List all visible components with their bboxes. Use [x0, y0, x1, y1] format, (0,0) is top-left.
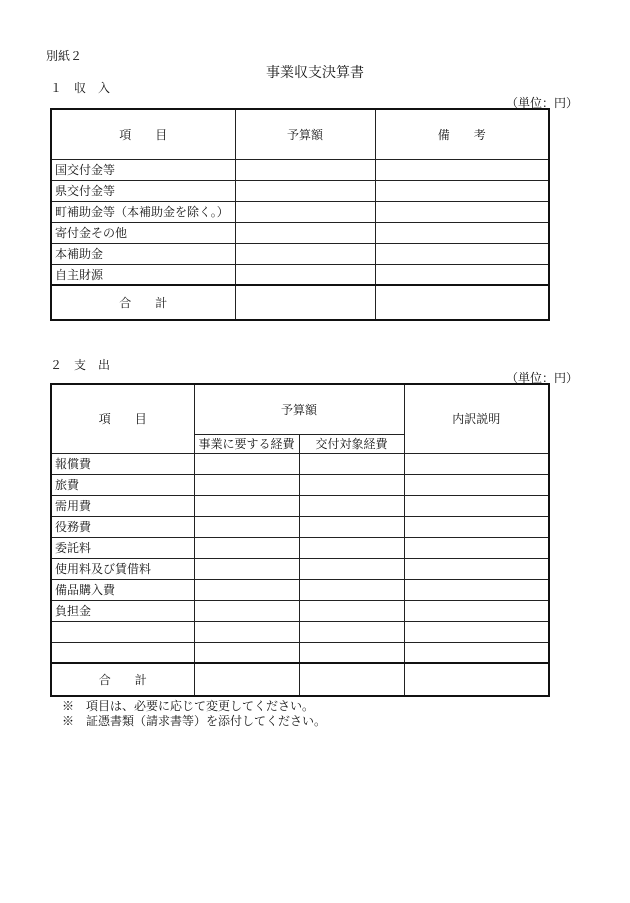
income-row [51, 159, 549, 180]
expense-row-eligible-cell[interactable] [299, 495, 404, 516]
expense-row-label: 負担金 [51, 600, 194, 621]
expense-total-eligible-cell[interactable] [299, 663, 404, 696]
document-title: 事業収支決算書 [266, 65, 364, 81]
expense-row-required-cell[interactable] [194, 621, 299, 642]
expense-row-eligible-cell[interactable] [299, 474, 404, 495]
expense-header-item: 項 目 [51, 384, 194, 453]
expense-row [51, 453, 549, 474]
expense-section-label: ２ 支 出 [50, 358, 111, 372]
expense-total-explanation-cell[interactable] [404, 663, 549, 696]
expense-row-required-cell[interactable] [194, 537, 299, 558]
expense-header-explanation: 内訳説明 [404, 384, 549, 453]
expense-row-required-cell[interactable] [194, 558, 299, 579]
expense-row-required-cell[interactable] [194, 516, 299, 537]
expense-row-eligible-cell[interactable] [299, 621, 404, 642]
expense-row [51, 537, 549, 558]
expense-row-required-cell[interactable] [194, 600, 299, 621]
expense-row-required-cell[interactable] [194, 474, 299, 495]
expense-row-label: 需用費 [51, 495, 194, 516]
income-table [50, 108, 550, 321]
expense-row [51, 495, 549, 516]
expense-row-eligible-cell[interactable] [299, 579, 404, 600]
income-row [51, 180, 549, 201]
income-header-budget: 予算額 [235, 109, 375, 159]
income-row-budget-cell[interactable] [235, 264, 375, 285]
expense-row [51, 516, 549, 537]
income-row-remarks-cell[interactable] [375, 159, 549, 180]
income-row-remarks-cell[interactable] [375, 264, 549, 285]
expense-total-label: 合 計 [51, 663, 194, 696]
income-row-remarks-cell[interactable] [375, 222, 549, 243]
expense-row [51, 621, 549, 642]
income-total-budget-cell[interactable] [235, 285, 375, 320]
income-header-item: 項 目 [51, 109, 235, 159]
expense-table [50, 383, 550, 697]
expense-row-eligible-cell[interactable] [299, 516, 404, 537]
expense-row [51, 642, 549, 663]
annex-label: 別紙２ [46, 49, 83, 63]
expense-row-explanation-cell[interactable] [404, 537, 549, 558]
income-row-budget-cell[interactable] [235, 159, 375, 180]
expense-row-label: 備品購入費 [51, 579, 194, 600]
expense-row-explanation-cell[interactable] [404, 453, 549, 474]
expense-rows [51, 453, 549, 663]
income-row-remarks-cell[interactable] [375, 243, 549, 264]
expense-row [51, 558, 549, 579]
income-row-budget-cell[interactable] [235, 222, 375, 243]
income-row-remarks-cell[interactable] [375, 201, 549, 222]
expense-row-explanation-cell[interactable] [404, 474, 549, 495]
expense-row-eligible-cell[interactable] [299, 537, 404, 558]
income-unit-label: （単位：円） [505, 96, 578, 110]
income-row-budget-cell[interactable] [235, 201, 375, 222]
expense-row-label [51, 642, 194, 663]
income-row-budget-cell[interactable] [235, 243, 375, 264]
income-row [51, 222, 549, 243]
income-row [51, 243, 549, 264]
income-row [51, 264, 549, 285]
expense-row-explanation-cell[interactable] [404, 495, 549, 516]
income-rows [51, 159, 549, 285]
expense-header-budget: 予算額 [194, 384, 404, 434]
income-section-label: １ 収 入 [50, 81, 111, 95]
income-total-label: 合 計 [51, 285, 235, 320]
expense-row [51, 474, 549, 495]
expense-row-explanation-cell[interactable] [404, 579, 549, 600]
expense-row-eligible-cell[interactable] [299, 453, 404, 474]
note-attach-vouchers: ※ 証憑書類（請求書等）を添付してください。 [62, 714, 327, 728]
income-row-label: 自主財源 [51, 264, 235, 285]
income-row-label: 国交付金等 [51, 159, 235, 180]
expense-row-label: 旅費 [51, 474, 194, 495]
expense-row-required-cell[interactable] [194, 579, 299, 600]
note-change-items: ※ 項目は、必要に応じて変更してください。 [62, 699, 315, 713]
expense-header-budget-eligible: 交付対象経費 [299, 434, 404, 453]
expense-row-label: 報償費 [51, 453, 194, 474]
expense-row-label: 役務費 [51, 516, 194, 537]
expense-row-eligible-cell[interactable] [299, 558, 404, 579]
income-row-remarks-cell[interactable] [375, 180, 549, 201]
expense-row-required-cell[interactable] [194, 453, 299, 474]
income-row-label: 県交付金等 [51, 180, 235, 201]
expense-row [51, 600, 549, 621]
expense-unit-label: （単位：円） [505, 371, 578, 385]
income-row-budget-cell[interactable] [235, 180, 375, 201]
income-row-label: 町補助金等（本補助金を除く。） [51, 201, 235, 222]
expense-total-required-cell[interactable] [194, 663, 299, 696]
income-row-label: 本補助金 [51, 243, 235, 264]
expense-row-explanation-cell[interactable] [404, 516, 549, 537]
income-row [51, 201, 549, 222]
expense-row-explanation-cell[interactable] [404, 642, 549, 663]
expense-row-explanation-cell[interactable] [404, 621, 549, 642]
expense-row-required-cell[interactable] [194, 642, 299, 663]
expense-row-eligible-cell[interactable] [299, 600, 404, 621]
expense-row-label: 委託料 [51, 537, 194, 558]
expense-row-label [51, 621, 194, 642]
expense-header-budget-required: 事業に要する経費 [194, 434, 299, 453]
expense-row-required-cell[interactable] [194, 495, 299, 516]
income-row-label: 寄付金その他 [51, 222, 235, 243]
expense-row-eligible-cell[interactable] [299, 642, 404, 663]
expense-row-explanation-cell[interactable] [404, 558, 549, 579]
expense-row [51, 579, 549, 600]
income-header-remarks: 備 考 [375, 109, 549, 159]
expense-row-explanation-cell[interactable] [404, 600, 549, 621]
income-total-remarks-cell[interactable] [375, 285, 549, 320]
expense-row-label: 使用料及び賃借料 [51, 558, 194, 579]
